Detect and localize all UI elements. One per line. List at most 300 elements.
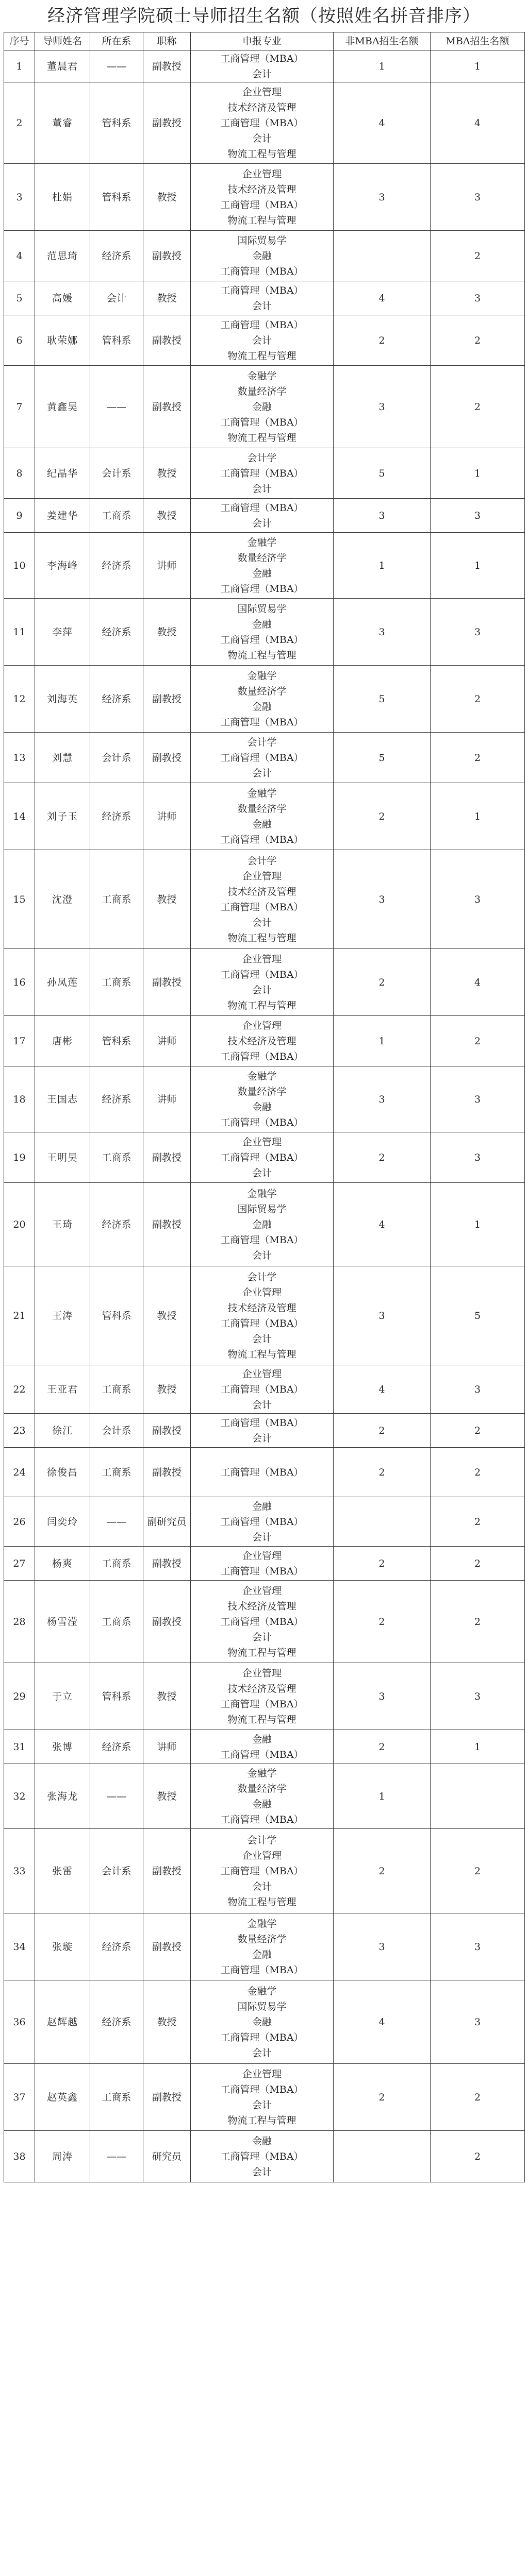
major-item: 国际贸易学 [237,603,287,615]
major-item: 企业管理 [242,1850,282,1861]
majors-cell [191,231,334,281]
majors-cell [191,1730,334,1764]
mba-quota-cell: 1 [431,783,525,850]
advisor-name-cell: 徐江 [35,1414,90,1448]
major-item: 工商管理（MBA） [220,1151,304,1163]
major-item: 物流工程与管理 [227,350,296,362]
major-item: 会计 [252,132,272,144]
mba-quota-cell: 2 [431,2064,525,2131]
majors-cell [191,82,334,164]
table-row [4,231,525,281]
majors-cell [191,1764,334,1829]
majors-cell [191,533,334,599]
major-item: 企业管理 [242,2068,282,2080]
non-mba-quota-cell: 1 [334,1016,431,1066]
majors-cell [191,366,334,448]
major-item: 会计学 [247,452,277,464]
non-mba-quota-cell: 2 [334,949,431,1016]
academic-title-cell: 教授 [143,281,191,315]
major-item: 工商管理（MBA） [220,284,304,296]
academic-title-cell: 教授 [143,1764,191,1829]
row-number-cell: 15 [4,850,35,949]
advisor-name-cell: 王涛 [35,1266,90,1365]
table-row [4,281,525,315]
header-mba-quota: MBA招生名额 [431,32,525,50]
table-row [4,448,525,499]
department-cell: 经济系 [90,1913,143,1980]
non-mba-quota-cell: 3 [334,366,431,448]
major-item: 金融 [252,250,272,262]
table-row [4,499,525,533]
table-row [4,1183,525,1266]
majors-cell [191,1448,334,1497]
non-mba-quota-cell: 4 [334,1365,431,1414]
advisor-name-cell: 周涛 [35,2131,90,2182]
major-item: 工商管理（MBA） [220,117,304,129]
table-row [4,949,525,1016]
row-number-cell: 1 [4,50,35,82]
major-item: 金融 [252,2135,272,2147]
major-item: 企业管理 [242,86,282,98]
major-item: 工商管理（MBA） [220,1116,304,1128]
majors-cell [191,1497,334,1547]
department-cell: —— [90,366,143,448]
row-number-cell: 14 [4,783,35,850]
advisor-name-cell: 孙凤莲 [35,949,90,1016]
table-row [4,164,525,231]
non-mba-quota-cell: 2 [334,1730,431,1764]
advisor-name-cell: 张海龙 [35,1764,90,1829]
advisor-name-cell: 姜建华 [35,499,90,533]
major-item: 工商管理（MBA） [220,1466,304,1478]
row-number-cell: 11 [4,599,35,666]
major-item: 企业管理 [242,1667,282,1679]
table-row [4,1764,525,1829]
non-mba-quota-cell: 1 [334,1764,431,1829]
major-item: 数量经济学 [237,685,287,697]
major-item: 工商管理（MBA） [220,752,304,764]
table-row [4,850,525,949]
advisor-name-cell: 王明昊 [35,1132,90,1183]
department-cell: 工商系 [90,850,143,949]
major-item: 工商管理（MBA） [220,502,304,514]
major-item: 金融学 [247,1985,277,1997]
mba-quota-cell: 4 [431,82,525,164]
department-cell: —— [90,50,143,82]
majors-cell [191,599,334,666]
mba-quota-cell: 5 [431,1266,525,1365]
major-item: 技术经济及管理 [227,1302,296,1314]
academic-title-cell: 讲师 [143,1016,191,1066]
mba-quota-cell: 2 [431,1448,525,1497]
advisor-name-cell: 张璇 [35,1913,90,1980]
department-cell: 会计系 [90,1414,143,1448]
mba-quota-cell: 2 [431,733,525,783]
major-item: 工商管理（MBA） [220,1616,304,1628]
major-item: 企业管理 [242,1020,282,1031]
major-item: 数量经济学 [237,1783,287,1794]
row-number-cell: 3 [4,164,35,231]
majors-cell [191,850,334,949]
advisor-name-cell: 沈澄 [35,850,90,949]
non-mba-quota-cell: 4 [334,82,431,164]
non-mba-quota-cell: 2 [334,1547,431,1581]
row-number-cell: 4 [4,231,35,281]
academic-title-cell: 副教授 [143,2064,191,2131]
table-row [4,2064,525,2131]
mba-quota-cell: 3 [431,1066,525,1132]
advisor-name-cell: 董睿 [35,82,90,164]
advisor-name-cell: 王亚君 [35,1365,90,1414]
academic-title-cell: 教授 [143,499,191,533]
quota-table [4,32,525,2182]
non-mba-quota-cell: 2 [334,1132,431,1183]
advisor-name-cell: 杨雪滢 [35,1581,90,1663]
major-item: 物流工程与管理 [227,932,296,944]
major-item: 金融 [252,401,272,413]
major-item: 物流工程与管理 [227,148,296,160]
mba-quota-cell: 3 [431,164,525,231]
major-item: 金融 [252,1218,272,1230]
major-item: 物流工程与管理 [227,1896,296,1908]
department-cell: 经济系 [90,1066,143,1132]
academic-title-cell: 教授 [143,1365,191,1414]
academic-title-cell: 副教授 [143,82,191,164]
table-row [4,1547,525,1581]
row-number-cell: 26 [4,1497,35,1547]
mba-quota-cell: 3 [431,1365,525,1414]
major-item: 企业管理 [242,1286,282,1298]
table-row [4,733,525,783]
academic-title-cell: 副教授 [143,366,191,448]
majors-cell [191,1266,334,1365]
table-row [4,1980,525,2064]
non-mba-quota-cell: 4 [334,1980,431,2064]
academic-title-cell: 讲师 [143,1730,191,1764]
academic-title-cell: 教授 [143,1663,191,1730]
table-body [4,50,525,2182]
row-number-cell: 32 [4,1764,35,1829]
non-mba-quota-cell: 2 [334,1581,431,1663]
major-item: 会计 [252,517,272,529]
department-cell: 经济系 [90,666,143,733]
department-cell: 管科系 [90,1016,143,1066]
advisor-name-cell: 赵辉越 [35,1980,90,2064]
major-item: 会计 [252,917,272,928]
major-item: 会计 [252,334,272,346]
academic-title-cell: 副教授 [143,50,191,82]
mba-quota-cell: 2 [431,1414,525,1448]
non-mba-quota-cell: 1 [334,50,431,82]
department-cell: 会计系 [90,448,143,499]
academic-title-cell: 教授 [143,599,191,666]
advisor-name-cell: 高媛 [35,281,90,315]
header-advisor-name: 导师姓名 [35,32,90,50]
department-cell: —— [90,1497,143,1547]
major-item: 物流工程与管理 [227,2114,296,2126]
mba-quota-cell: 1 [431,50,525,82]
advisor-name-cell: 张雷 [35,1829,90,1913]
academic-title-cell: 讲师 [143,1066,191,1132]
row-number-cell: 19 [4,1132,35,1183]
major-item: 会计 [252,1167,272,1179]
major-item: 金融 [252,1948,272,1960]
majors-cell [191,1980,334,2064]
table-row [4,1663,525,1730]
majors-cell [191,499,334,533]
major-item: 会计学 [247,736,277,748]
mba-quota-cell: 3 [431,281,525,315]
major-item: 工商管理（MBA） [220,716,304,728]
table-header [4,32,525,50]
academic-title-cell: 教授 [143,850,191,949]
major-item: 工商管理（MBA） [220,1698,304,1710]
row-number-cell: 27 [4,1547,35,1581]
row-number-cell: 13 [4,733,35,783]
academic-title-cell: 研究员 [143,2131,191,2182]
academic-title-cell: 副研究员 [143,1497,191,1547]
table-row [4,1066,525,1132]
academic-title-cell: 副教授 [143,1414,191,1448]
mba-quota-cell: 1 [431,1183,525,1266]
non-mba-quota-cell: 4 [334,1183,431,1266]
department-cell: 会计系 [90,1829,143,1913]
advisor-name-cell: 李海峰 [35,533,90,599]
academic-title-cell: 教授 [143,1266,191,1365]
major-item: 工商管理（MBA） [220,634,304,646]
majors-cell [191,1829,334,1913]
academic-title-cell: 副教授 [143,666,191,733]
majors-cell [191,1132,334,1183]
non-mba-quota-cell: 3 [334,499,431,533]
mba-quota-cell: 2 [431,315,525,366]
row-number-cell: 16 [4,949,35,1016]
major-item: 会计 [252,1880,272,1892]
row-number-cell: 5 [4,281,35,315]
major-item: 工商管理（MBA） [220,1317,304,1329]
row-number-cell: 23 [4,1414,35,1448]
table-row [4,599,525,666]
academic-title-cell: 副教授 [143,733,191,783]
major-item: 金融 [252,1500,272,1512]
non-mba-quota-cell [334,1497,431,1547]
major-item: 金融 [252,1101,272,1113]
major-item: 国际贸易学 [237,2001,287,2012]
row-number-cell: 38 [4,2131,35,2182]
major-item: 企业管理 [242,1368,282,1380]
major-item: 物流工程与管理 [227,1714,296,1725]
table-row [4,666,525,733]
major-item: 会计 [252,1432,272,1444]
non-mba-quota-cell: 3 [334,850,431,949]
row-number-cell: 36 [4,1980,35,2064]
mba-quota-cell: 2 [431,1497,525,1547]
advisor-name-cell: 杜娟 [35,164,90,231]
department-cell: 经济系 [90,783,143,850]
major-item: 国际贸易学 [237,234,287,246]
advisor-name-cell: 于立 [35,1663,90,1730]
major-item: 物流工程与管理 [227,999,296,1011]
majors-cell [191,1365,334,1414]
major-item: 金融学 [247,1188,277,1199]
row-number-cell: 18 [4,1066,35,1132]
majors-cell [191,1547,334,1581]
table-row [4,1497,525,1547]
major-item: 会计学 [247,855,277,867]
table-row [4,82,525,164]
majors-cell [191,666,334,733]
major-item: 企业管理 [242,1550,282,1562]
table-row [4,366,525,448]
academic-title-cell: 副教授 [143,1913,191,1980]
major-item: 技术经济及管理 [227,101,296,113]
majors-cell [191,2131,334,2182]
academic-title-cell: 副教授 [143,1183,191,1266]
major-item: 会计学 [247,1834,277,1846]
major-item: 数量经济学 [237,385,287,397]
advisor-name-cell: 刘海英 [35,666,90,733]
majors-cell [191,783,334,850]
major-item: 工商管理（MBA） [220,583,304,595]
mba-quota-cell: 2 [431,2131,525,2182]
advisor-name-cell: 刘子玉 [35,783,90,850]
majors-cell [191,50,334,82]
major-item: 工商管理（MBA） [220,1516,304,1528]
department-cell: 经济系 [90,1730,143,1764]
department-cell: 会计 [90,281,143,315]
major-item: 工商管理（MBA） [220,834,304,845]
page-title: 经济管理学院硕士导师招生名额（按照姓名拼音排序） [47,6,481,26]
academic-title-cell: 教授 [143,164,191,231]
non-mba-quota-cell: 2 [334,1829,431,1913]
non-mba-quota-cell: 5 [334,733,431,783]
major-item: 企业管理 [242,870,282,882]
advisor-name-cell: 董晨君 [35,50,90,82]
row-number-cell: 10 [4,533,35,599]
non-mba-quota-cell: 3 [334,1913,431,1980]
table-row [4,1448,525,1497]
major-item: 金融学 [247,787,277,799]
major-item: 会计 [252,2047,272,2059]
advisor-name-cell: 黄鑫昊 [35,366,90,448]
header-non-mba-quota: 非MBA招生名额 [334,32,431,50]
academic-title-cell: 副教授 [143,1132,191,1183]
table-row [4,1730,525,1764]
advisor-name-cell: 刘慧 [35,733,90,783]
row-number-cell: 21 [4,1266,35,1365]
major-item: 工商管理（MBA） [220,1417,304,1429]
major-item: 金融 [252,701,272,713]
mba-quota-cell: 3 [431,1132,525,1183]
major-item: 会计 [252,68,272,80]
majors-cell [191,281,334,315]
non-mba-quota-cell: 1 [334,533,431,599]
department-cell: 管科系 [90,82,143,164]
mba-quota-cell: 2 [431,1547,525,1581]
header-majors: 申报专业 [191,32,334,50]
major-item: 技术经济及管理 [227,886,296,897]
department-cell: 经济系 [90,599,143,666]
academic-title-cell: 教授 [143,448,191,499]
advisor-name-cell: 耿荣娜 [35,315,90,366]
non-mba-quota-cell: 3 [334,1663,431,1730]
non-mba-quota-cell: 2 [334,1448,431,1497]
mba-quota-cell: 3 [431,599,525,666]
academic-title-cell: 副教授 [143,949,191,1016]
major-item: 会计 [252,300,272,312]
department-cell: 工商系 [90,1547,143,1581]
majors-cell [191,1581,334,1663]
advisor-name-cell: 王国志 [35,1066,90,1132]
major-item: 金融学 [247,370,277,382]
major-item: 工商管理（MBA） [220,53,304,64]
table-row [4,1016,525,1066]
academic-title-cell: 讲师 [143,783,191,850]
non-mba-quota-cell [334,231,431,281]
major-item: 工商管理（MBA） [220,1865,304,1877]
major-item: 工商管理（MBA） [220,1565,304,1577]
majors-cell [191,448,334,499]
row-number-cell: 22 [4,1365,35,1414]
department-cell: 工商系 [90,949,143,1016]
mba-quota-cell: 3 [431,850,525,949]
mba-quota-cell [431,1764,525,1829]
table-row [4,1365,525,1414]
non-mba-quota-cell: 3 [334,164,431,231]
mba-quota-cell: 3 [431,499,525,533]
academic-title-cell: 副教授 [143,1547,191,1581]
advisor-name-cell: 纪晶华 [35,448,90,499]
header-title: 职称 [143,32,191,50]
department-cell: 工商系 [90,1365,143,1414]
academic-title-cell: 讲师 [143,533,191,599]
non-mba-quota-cell: 2 [334,783,431,850]
table-row [4,315,525,366]
department-cell: 工商系 [90,1448,143,1497]
advisor-name-cell: 张博 [35,1730,90,1764]
advisor-name-cell: 唐彬 [35,1016,90,1066]
table-row [4,1581,525,1663]
majors-cell [191,1663,334,1730]
advisor-name-cell: 范思琦 [35,231,90,281]
table-row [4,1913,525,1980]
row-number-cell: 34 [4,1913,35,1980]
major-item: 数量经济学 [237,1933,287,1945]
row-number-cell: 31 [4,1730,35,1764]
major-item: 物流工程与管理 [227,1647,296,1658]
table-row [4,1414,525,1448]
majors-cell [191,315,334,366]
major-item: 会计 [252,2099,272,2111]
department-cell: 管科系 [90,1266,143,1365]
majors-cell [191,949,334,1016]
academic-title-cell: 副教授 [143,315,191,366]
mba-quota-cell: 2 [431,666,525,733]
majors-cell [191,1414,334,1448]
major-item: 金融学 [247,1918,277,1929]
department-cell: —— [90,2131,143,2182]
major-item: 物流工程与管理 [227,214,296,226]
mba-quota-cell: 3 [431,1663,525,1730]
major-item: 工商管理（MBA） [220,901,304,913]
non-mba-quota-cell: 3 [334,599,431,666]
major-item: 会计 [252,2166,272,2178]
major-item: 技术经济及管理 [227,1600,296,1612]
row-number-cell: 12 [4,666,35,733]
department-cell: —— [90,1764,143,1829]
majors-cell [191,164,334,231]
academic-title-cell: 副教授 [143,231,191,281]
